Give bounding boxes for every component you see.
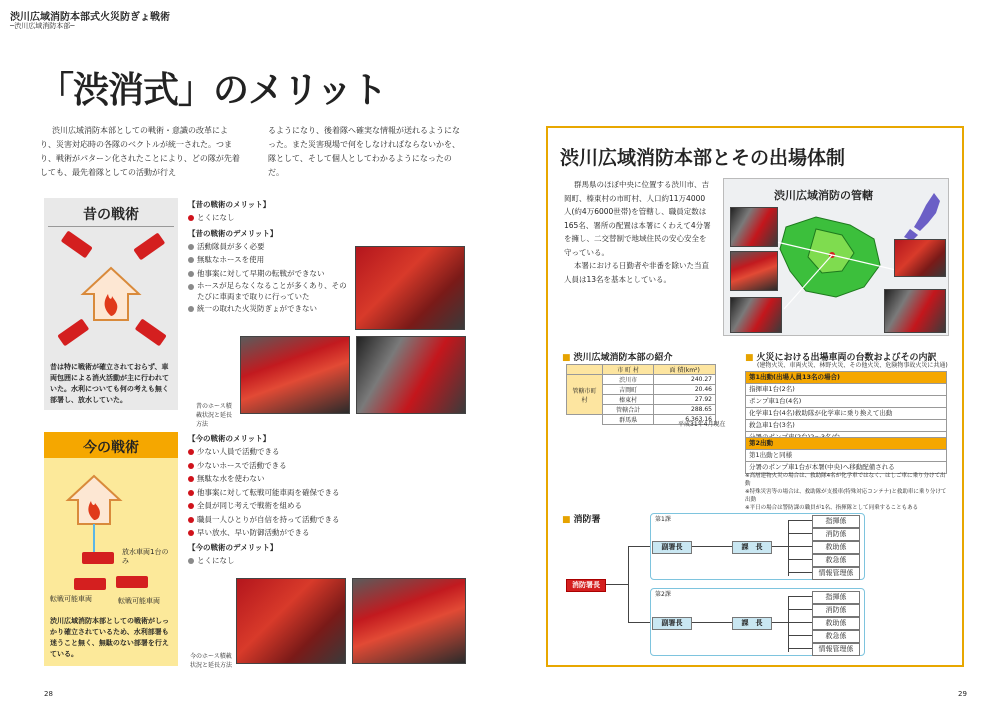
page-number-left: 28: [44, 690, 53, 698]
dispatch-head: ■ 火災における出場車両の台数およびその内訳: [745, 350, 937, 363]
table-cell-name: 吉岡町: [603, 385, 654, 395]
intro-column-2: るようになり、後着隊へ確実な情報が送れるようになった。また災害現場で何をしなければならないかを、隊として、そして個人としてわかるようになったのだ。: [268, 126, 460, 177]
old-photo-caption: 昔のホース積載状況と延長方法: [196, 403, 233, 428]
dispatch-second-head: 第2出動: [745, 437, 947, 450]
table-cell-name: 榛東村: [603, 395, 654, 405]
station-photo-1: [730, 207, 778, 247]
intro-column-1: 渋川広域消防本部としての戦術・意識の改革により、災害対応時の各隊のベクトルが統一された。つまり、戦術がパターン化されたことにより、どの隊が先着しても、最先着隊としての活動が行え: [40, 126, 240, 177]
old-demerit-item: 統一の取れた火災防ぎょができない: [188, 302, 348, 316]
unit-box: 救急係: [812, 630, 860, 643]
dispatch-notes: [745, 472, 949, 512]
intro-table-head: ■ 渋川広域消防本部の紹介: [562, 350, 673, 363]
table-cell-area: 240.27: [654, 375, 716, 385]
new-merit-item: 少ない人員で活動できる: [188, 445, 388, 459]
dispatch-note: ※高層建物火災の場合は、救助隊4名が化学車ではなく、はしご車に乗り分けて出動: [745, 473, 946, 487]
unit-box: 消防係: [812, 528, 860, 541]
new-diagram-label-2: 転戦可能車両: [50, 595, 92, 603]
fire-truck-icon: [116, 576, 148, 588]
dispatch-first-item: ポンプ車1台(4名): [745, 396, 947, 408]
table-note: 平成31年4月現在: [678, 421, 726, 428]
unit-box: 指揮係: [812, 515, 860, 528]
dispatch-first-item: 化学車1台(4名)救助隊が化学車に乗り換えて出動: [745, 408, 947, 420]
old-tactic-label: 昔の戦術: [83, 207, 139, 223]
table-cell-area: 20.46: [654, 385, 716, 395]
new-merit-item: 少ないホースで活動できる: [188, 459, 388, 473]
old-merit-item: とくになし: [188, 211, 348, 225]
right-body: [564, 178, 712, 286]
new-diagram-label-3: 転戦可能車両: [118, 597, 160, 605]
new-tactic-caption: 渋川広域消防本部としての戦術がしっかり確立されているため、水利部署も迷うこと無く、無駄のない部署を行えている。: [50, 617, 169, 658]
new-diagram-label-1: 放水車両1台のみ: [122, 548, 169, 565]
new-tactic-diagram: [44, 460, 178, 610]
fire-truck-icon: [61, 230, 93, 258]
deputy-box-2: 副署長: [652, 617, 692, 630]
new-demerit-title: 【今の戦術のデメリット】: [188, 542, 278, 552]
new-merit-title: 【今の戦術のメリット】: [188, 434, 271, 443]
dispatch-first-item: 救急車1台(3名): [745, 420, 947, 432]
new-hose-photo-1: [236, 578, 346, 664]
dispatch-subhead: (建物火災、車両火災、林野火災、その他火災、危険物事故火災に共通): [757, 362, 948, 369]
old-demerit-item: 活動隊員が多く必要: [188, 240, 348, 254]
table-cell-name: 管轄合計: [603, 405, 654, 415]
section-1-label: 第1課: [655, 516, 671, 523]
old-truck-photo-1: [355, 246, 465, 330]
old-merit-title: 【昔の戦術のメリット】: [188, 200, 271, 209]
unit-box: 救急係: [812, 554, 860, 567]
dispatch-second-item: 第1出動と同様: [745, 450, 947, 462]
right-body-p2: 本署における日勤者や非番を除いた当直人員は13名を基本としている。: [564, 261, 709, 284]
table-cell-blank: [567, 415, 603, 425]
table-cell-name: 群馬県: [603, 415, 654, 425]
unit-box: 情報管理係: [812, 643, 860, 656]
old-demerit-title: 【昔の戦術のデメリット】: [188, 228, 278, 238]
table-cell-name: 渋川市: [603, 375, 654, 385]
unit-box: 指揮係: [812, 591, 860, 604]
table-header-area: 面 積(km²): [654, 365, 716, 375]
old-tactic-panel: [44, 198, 178, 410]
municipality-table: [566, 364, 716, 425]
section-2-label: 第2課: [655, 591, 671, 598]
table-cell-area: 27.92: [654, 395, 716, 405]
fire-truck-icon: [82, 552, 114, 564]
leader-box-1: 課 長: [732, 541, 772, 554]
dispatch-first-head: 第1出動(出場人員13名の場合): [745, 371, 947, 384]
org-head: ■ 消防署: [562, 512, 601, 525]
new-merit-item: 無駄な水を使わない: [188, 472, 388, 486]
unit-box: 消防係: [812, 604, 860, 617]
new-merit-item: 全員が同じ考えで戦術を組める: [188, 499, 388, 513]
table-row: [567, 375, 716, 385]
unit-box: 情報管理係: [812, 567, 860, 580]
new-demerit-item: とくになし: [188, 554, 388, 568]
new-photo-caption: 今のホース積載状況と延長方法: [190, 653, 233, 669]
dispatch-second: [745, 437, 947, 474]
new-tactic-label: 今の戦術: [83, 440, 139, 456]
page-title: 「渋消式」のメリット: [38, 69, 387, 111]
dispatch-note: ※特殊災害等の場合は、救助隊が支援車(特殊対応コンテナ)と救助車に乗り分けて出動: [745, 489, 947, 503]
deputy-box-1: 副署長: [652, 541, 692, 554]
old-demerit-item: 無駄なホースを使用: [188, 253, 348, 267]
leader-box-2: 課 長: [732, 617, 772, 630]
old-hose-photo-1: [240, 336, 350, 414]
dispatch-second-item: 分署のポンプ車1台が本署(中央)へ移動配備される: [745, 462, 947, 474]
old-demerit-item: 他事案に対して早期の転戦ができない: [188, 267, 348, 281]
station-photo-3: [730, 297, 782, 333]
table-blank-cell: [567, 365, 603, 375]
station-photo-2: [730, 251, 778, 291]
jurisdiction-map: [723, 178, 949, 336]
fire-truck-icon: [74, 578, 106, 590]
header-title: 渋川広域消防本部式火災防ぎょ戦術: [10, 12, 170, 23]
new-tactic-panel: [44, 432, 178, 666]
new-hose-photo-2: [352, 578, 466, 664]
right-title: 渋川広域消防本部とその出場体制: [560, 147, 846, 169]
dispatch-first: [745, 371, 947, 444]
old-demerit-item: ホースが足らなくなることが多くあり、そのたびに車両まで取りに行っていた: [188, 280, 348, 302]
station-chief-box: 消防署長: [566, 579, 606, 592]
fire-truck-icon: [57, 318, 89, 346]
new-merit-item: 他事案に対して転戦可能車両を確保できる: [188, 486, 388, 500]
page-number-right: 29: [958, 690, 967, 698]
new-merit-item: 早い放水、早い防御活動ができる: [188, 526, 388, 540]
right-body-p1: 群馬県のほぼ中央に位置する渋川市、吉岡町、榛東村の市町村、人口約11万4000人(約4万6000世帯)を管轄し、職員定数は165名、署所の配置は本署にくわえて4分署を擁し、二交替制で地域住民の安心安全を守っている。: [564, 180, 711, 257]
header-subtitle: ─渋川広域消防本部─: [10, 22, 75, 30]
old-tactic-diagram: [44, 228, 178, 358]
fire-truck-icon: [135, 318, 167, 346]
dispatch-note: ※平日の場合は警防課の職員が1名、指揮隊として同乗することもある: [745, 505, 919, 511]
table-cell-area: 288.65: [654, 405, 716, 415]
fire-truck-icon: [133, 232, 165, 260]
unit-box: 救助係: [812, 541, 860, 554]
station-photo-5: [884, 289, 946, 333]
old-merit-block: [188, 199, 348, 316]
map-title: 渋川広域消防の管轄: [774, 189, 873, 202]
new-merit-item: 職員一人ひとりが自信を持って活動できる: [188, 513, 388, 527]
table-cell-area: 6,363.16: [654, 415, 716, 425]
station-photo-4: [894, 239, 946, 277]
old-hose-photo-2: [356, 336, 466, 414]
unit-box: 救助係: [812, 617, 860, 630]
table-header-municipality: 市 町 村: [603, 365, 654, 375]
new-merit-block: [188, 433, 388, 567]
dispatch-first-item: 指揮車1台(2名): [745, 384, 947, 396]
old-tactic-caption: 昔は特に戦術が確立されておらず、車両包囲による消火活動が主に行われていた。水利についても何の考えも無く部署し、放水していた。: [50, 363, 169, 404]
table-group-label: 管轄市町村: [567, 375, 603, 415]
